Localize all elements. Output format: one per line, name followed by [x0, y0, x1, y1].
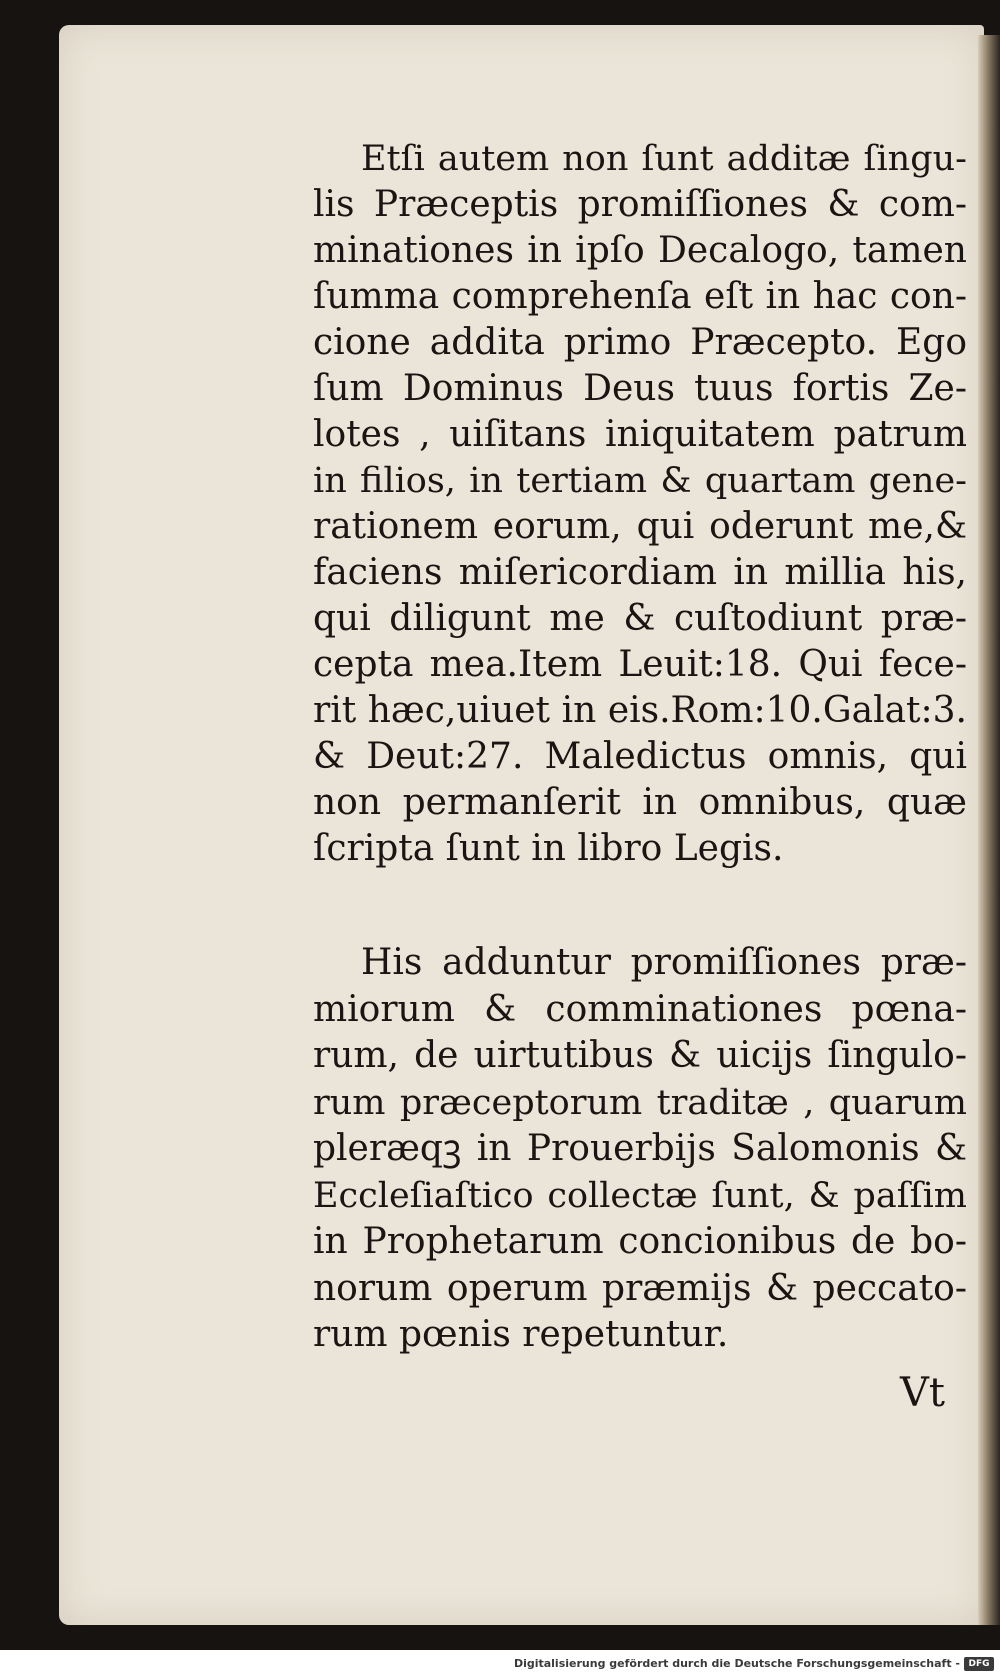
text-line: miorum & comminationes pœna- [313, 988, 967, 1030]
catchword: Vt [900, 1370, 945, 1416]
text-line: faciens miſericordiam in millia his, [313, 552, 967, 593]
text-line: qui diligunt me & cuſtodiunt præ- [313, 598, 967, 639]
text-line: lotes , uiſitans iniquitatem patrum [313, 414, 967, 455]
text-line: minationes in ipſo Decalogo, tamen [313, 230, 967, 271]
text-line: rationem eorum, qui oderunt me,& [313, 506, 967, 547]
text-line: lis Præceptis promiſſiones & com- [313, 184, 967, 225]
text-line: cione addita primo Præcepto. Ego [313, 322, 967, 363]
text-line: pleræqꝫ in Prouerbijs Salomonis & [313, 1128, 967, 1169]
footer-credit: Digitalisierung gefördert durch die Deutsche Forschungsgemeinschaft - [513, 1657, 960, 1670]
text-line: rum, de uirtutibus & uicijs ſingulo- [313, 1035, 967, 1076]
paragraph-2 [313, 940, 967, 1359]
text-line: & Deut:27. Maledictus omnis, qui [313, 736, 967, 777]
text-line: in filios, in tertiam & quartam gene- [313, 461, 967, 501]
text-line: rit hæc,uiuet in eis.Rom:10.Galat:3. [313, 690, 967, 731]
text-line: ſum Dominus Deus tuus fortis Ze- [313, 368, 967, 409]
text-line: rum pœnis repetuntur. [313, 1314, 729, 1355]
text-line: His adduntur promiſſiones præ- [361, 942, 967, 983]
text-line: ſumma comprehenſa eſt in hac con- [313, 276, 967, 317]
text-line: Eccleſiaſtico collectæ ſunt, & paſſim [313, 1175, 967, 1216]
text-line: Etſi autem non ſunt additæ ſingu- [361, 139, 967, 179]
text-line: ſcripta ſunt in libro Legis. [313, 828, 784, 869]
dfg-logo: DFG [964, 1657, 994, 1671]
text-line: rum præceptorum traditæ , quarum [313, 1082, 967, 1123]
page-edge [978, 35, 1000, 1625]
text-line: in Prophetarum concionibus de bo- [313, 1221, 967, 1262]
text-line: cepta mea.Item Leuit:18. Qui fece- [313, 644, 967, 685]
text-line: norum operum præmijs & peccato- [313, 1267, 967, 1309]
text-line: non permanſerit in omnibus, quæ [313, 782, 967, 823]
footer [0, 1654, 1000, 1676]
paragraph-1 [313, 136, 967, 872]
